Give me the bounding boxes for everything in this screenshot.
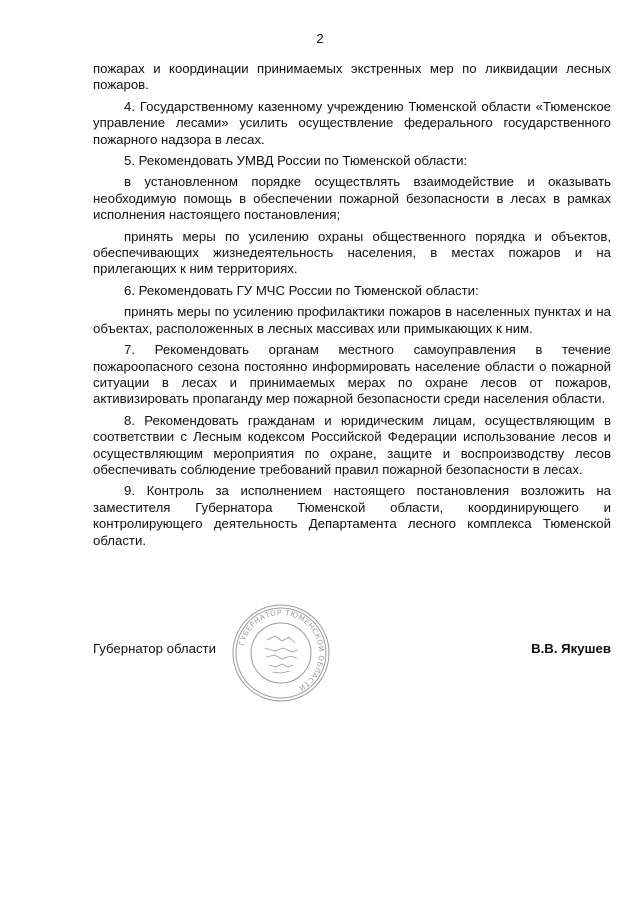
paragraph-item-4: 4. Государственному казенному учреждению Тюменской области «Тюменское управление лесами» усилить осуществление федерального государственного пожарного надзора в лесах. xyxy=(93,98,611,147)
page-number: 2 xyxy=(316,31,324,46)
paragraph-item-5: 5. Рекомендовать УМВД России по Тюменской области: xyxy=(124,153,468,169)
paragraph-item-9: 9. Контроль за исполнением настоящего постановления возложить на заместителя Губернатора Тюменской области, координирующего и контролирующего деятельность Департамента лесного комплекса Тюменской области. xyxy=(93,483,611,548)
paragraph-item-6-sub-1: принять меры по усилению профилактики пожаров в населенных пунктах и на объектах, расположенных в лесных массивах или примыкающих к ним. xyxy=(93,304,611,336)
signature-block xyxy=(93,602,611,712)
paragraph-item-6: 6. Рекомендовать ГУ МЧС России по Тюменской области: xyxy=(124,282,479,298)
paragraph-continuation: пожарах и координации принимаемых экстренных мер по ликвидации лесных пожаров. xyxy=(93,61,611,93)
paragraph-item-7: 7. Рекомендовать органам местного самоуправления в течение пожароопасного сезона постоянно информировать население области о пожарной ситуации в лесах и принимаемых мерах по охране лесов от пожаров, активизировать пропаганду мер пожарной безопасности среди населения области. xyxy=(93,342,611,407)
official-seal-stamp xyxy=(230,602,332,704)
paragraph-item-5-sub-1: в установленном порядке осуществлять взаимодействие и оказывать необходимую помощь в обеспечении пожарной безопасности в лесах в рамках исполнения настоящего постановления; xyxy=(93,174,611,223)
document-body xyxy=(93,61,611,554)
signer-title: Губернатор области xyxy=(93,641,216,656)
paragraph-item-5-sub-2: принять меры по усилению охраны общественного порядка и объектов, обеспечивающих жизнедеятельность населения, в местах пожаров и на прилегающих к ним территориях. xyxy=(93,228,611,277)
seal-lettering: ГУБЕРНАТОР ТЮМЕНСКОЙ ОБЛАСТИ xyxy=(236,607,327,694)
paragraph-item-8: 8. Рекомендовать гражданам и юридическим лицам, осуществляющим в соответствии с Лесным кодексом Российской Федерации использование лесов и осуществляющим мероприятия по охране, защите и воспроизводству лесов обеспечивать соблюдение требований правил пожарной безопасности в лесах. xyxy=(93,412,611,477)
signer-name: В.В. Якушев xyxy=(531,641,611,656)
